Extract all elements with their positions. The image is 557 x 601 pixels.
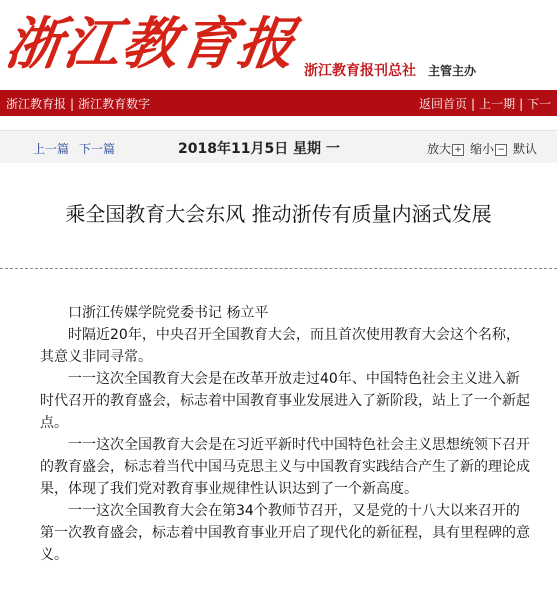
article-byline: 口浙江传媒学院党委书记 杨立平	[68, 305, 269, 321]
zoom-out-button[interactable]	[470, 142, 513, 156]
plus-icon: +	[452, 144, 464, 156]
article-body	[40, 302, 530, 566]
top-nav-left	[6, 95, 150, 112]
nav-link-next-issue[interactable]: 下一	[527, 97, 552, 111]
zoom-in-label: 放大	[427, 142, 452, 156]
article-title: 乘全国教育大会东风 推动浙传有质量内涵式发展	[65, 202, 492, 226]
minus-icon: −	[495, 144, 507, 156]
article-pager	[33, 140, 125, 157]
newspaper-logo[interactable]: 浙江教育报	[1, 11, 301, 77]
article-paragraph: 一一这次全国教育大会在第34个教师节召开，又是党的十八大以来召开的第一次教育盛会，标志着中国教育事业开启了现代化的新征程，具有里程碑的意义。	[40, 503, 530, 563]
nav-link-home[interactable]: 返回首页	[419, 97, 468, 111]
issue-date: 2018年11月5日 星期 一	[178, 141, 340, 157]
title-divider	[0, 268, 557, 269]
prev-article-link[interactable]: 上一篇	[33, 142, 70, 156]
zoom-default-button[interactable]	[513, 142, 537, 156]
nav-link-zhejiang-education-digital[interactable]: 浙江教育数字	[78, 97, 151, 111]
article-paragraph: 一一这次全国教育大会是在改革开放走过40年、中国特色社会主义进入新时代召开的教育盛会，标志着中国教育事业发展进入了新阶段，站上了一个新起点。	[40, 371, 530, 431]
article-paragraph: 一一这次全国教育大会是在习近平新时代中国特色社会主义思想统领下召开的教育盛会，标志着当代中国马克思主义与中国教育实践结合产生了新的理论成果，体现了我们党对教育事业规律性认识达到了一个新高度。	[40, 437, 530, 497]
sponsor-label: 主管主办	[428, 64, 477, 78]
zoom-out-label: 缩小	[470, 142, 495, 156]
nav-separator: |	[519, 97, 524, 111]
publisher-name: 浙江教育报刊总社	[304, 63, 416, 79]
nav-separator: |	[471, 97, 476, 111]
nav-link-prev-issue[interactable]: 上一期	[479, 97, 516, 111]
next-article-link[interactable]: 下一篇	[79, 142, 116, 156]
nav-separator: |	[70, 97, 75, 111]
masthead	[0, 0, 557, 90]
top-nav-bar	[0, 90, 557, 116]
nav-link-zhejiang-education-news[interactable]: 浙江教育报	[6, 97, 67, 111]
zoom-in-button[interactable]	[427, 142, 470, 156]
article-paragraph: 时隔近20年，中央召开全国教育大会，而且首次使用教育大会这个名称，其意义非同寻常。	[40, 327, 520, 365]
top-nav-right	[419, 95, 551, 112]
font-size-controls	[427, 140, 537, 157]
zoom-default-label: 默认	[513, 142, 538, 156]
